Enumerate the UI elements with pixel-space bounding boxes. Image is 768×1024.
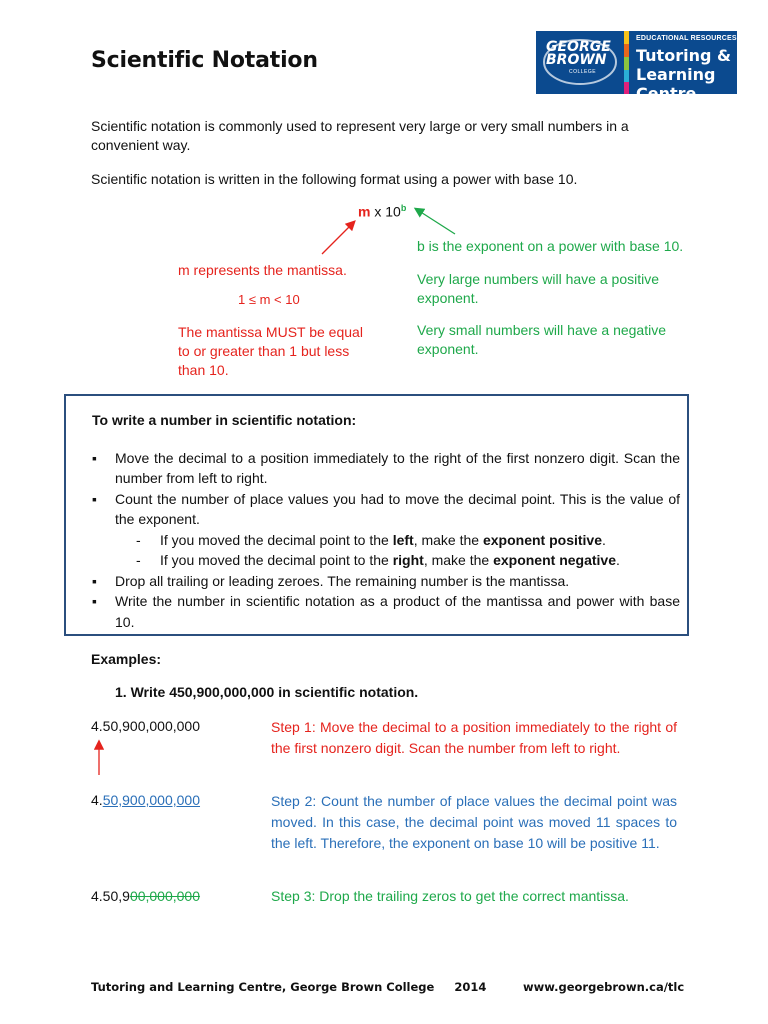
number-underlined: 50,900,000,000 bbox=[102, 792, 201, 808]
formula-b: b bbox=[400, 203, 407, 213]
example-row-1-step: Step 1: Move the decimal to a position immediately to the right of the first nonzero digit. Scan the number from left to right. bbox=[271, 719, 677, 756]
procedure-bullet-4 bbox=[92, 591, 680, 632]
logo-learning-centre: Learning Centre bbox=[636, 65, 716, 103]
subitem-text: , make the bbox=[413, 531, 483, 548]
logo-college: COLLEGE bbox=[569, 69, 597, 75]
bullet-marker: ▪ bbox=[92, 449, 97, 466]
page-title: Scientific Notation bbox=[91, 48, 318, 73]
logo-brown: BROWN bbox=[546, 52, 607, 68]
footer-link[interactable]: www.georgebrown.ca/tlc bbox=[523, 980, 685, 994]
example-1-title: 1. Write 450,900,000,000 in scientific notation. bbox=[115, 684, 419, 700]
subitem-bold-right: right bbox=[392, 552, 424, 568]
subitem-bold-exponent-negative: exponent negative bbox=[493, 552, 616, 568]
mantissa-must: The mantissa MUST be equal to or greater than 1 but less than 10. bbox=[178, 324, 363, 378]
bullet-text: Write the number in scientific notation as a product of the mantissa and power with base 10. bbox=[115, 593, 680, 630]
logo-george: GEORGE bbox=[546, 39, 611, 55]
logo-tutoring: Tutoring & bbox=[636, 46, 731, 65]
bullet-marker: ▪ bbox=[92, 593, 97, 609]
procedure-subitem-right bbox=[92, 550, 680, 571]
bullet-marker: ▪ bbox=[92, 572, 97, 589]
example-row-2-number bbox=[91, 792, 200, 808]
example-row-1-number: 4.50,900,000,000 bbox=[91, 718, 200, 734]
bullet-text: Move the decimal to a position immediately to the right of the first nonzero digit. Scan the number from left to right. bbox=[115, 449, 680, 486]
dash-marker: - bbox=[136, 552, 141, 568]
subitem-text: If you moved the decimal point to the bbox=[160, 552, 393, 568]
dash-marker: - bbox=[136, 531, 141, 548]
exponent-small: Very small numbers will have a negative exponent. bbox=[417, 322, 667, 357]
example-row-3-step: Step 3: Drop the trailing zeros to get the correct mantissa. bbox=[271, 888, 629, 904]
exponent-b-is: b is the exponent on a power with base 10. bbox=[417, 238, 684, 254]
subitem-bold-exponent-positive: exponent positive bbox=[482, 531, 602, 548]
intro-paragraph-1: Scientific notation is commonly used to represent very large or very small numbers in a convenient way. bbox=[91, 118, 629, 153]
exponent-large: Very large numbers will have a positive exponent. bbox=[417, 271, 660, 306]
procedure-bullet-2 bbox=[92, 489, 680, 530]
formula-times-ten: x 10 bbox=[370, 203, 401, 220]
logo-edu-resources: EDUCATIONAL RESOURCES bbox=[636, 35, 737, 42]
subitem-text: , make the bbox=[423, 552, 494, 568]
procedure-content bbox=[92, 410, 680, 632]
examples-heading: Examples: bbox=[91, 651, 162, 667]
bullet-text: Drop all trailing or leading zeroes. The remaining number is the mantissa. bbox=[115, 572, 570, 589]
mantissa-represents: m represents the mantissa. bbox=[178, 262, 347, 278]
subitem-bold-left: left bbox=[392, 531, 414, 548]
subitem-text: If you moved the decimal point to the bbox=[160, 531, 393, 548]
example-row-2-step: Step 2: Count the number of place values the decimal point was moved. In this case, the decimal point was moved 11 spaces to the left. Therefore, the exponent on base 10 will be positive 11. bbox=[271, 793, 677, 851]
bullet-text: Count the number of place values you had to move the decimal point. This is the value of the exponent. bbox=[115, 490, 680, 527]
mantissa-range: 1 ≤ m < 10 bbox=[238, 292, 300, 307]
number-prefix: 4.50,9 bbox=[91, 888, 130, 904]
subitem-text: . bbox=[602, 531, 606, 548]
exponent-arrow-icon bbox=[416, 209, 455, 234]
procedure-box bbox=[64, 394, 689, 636]
subitem-text: . bbox=[616, 552, 620, 568]
intro-paragraph-2: Scientific notation is written in the following format using a power with base 10. bbox=[91, 171, 578, 187]
footer-left: Tutoring and Learning Centre, George Brown College 2014 bbox=[91, 980, 487, 994]
example-row-3-number bbox=[91, 888, 200, 904]
formula-m: m bbox=[358, 203, 371, 220]
number-prefix: 4. bbox=[91, 792, 103, 808]
procedure-heading: To write a number in scientific notation: bbox=[92, 412, 357, 428]
bullet-marker: ▪ bbox=[92, 490, 97, 507]
procedure-bullet-3 bbox=[92, 571, 680, 592]
procedure-bullet-1 bbox=[92, 448, 680, 489]
mantissa-arrow-icon bbox=[322, 222, 354, 254]
number-struck: 00,000,000 bbox=[129, 888, 201, 904]
procedure-subitem-left bbox=[92, 530, 680, 551]
